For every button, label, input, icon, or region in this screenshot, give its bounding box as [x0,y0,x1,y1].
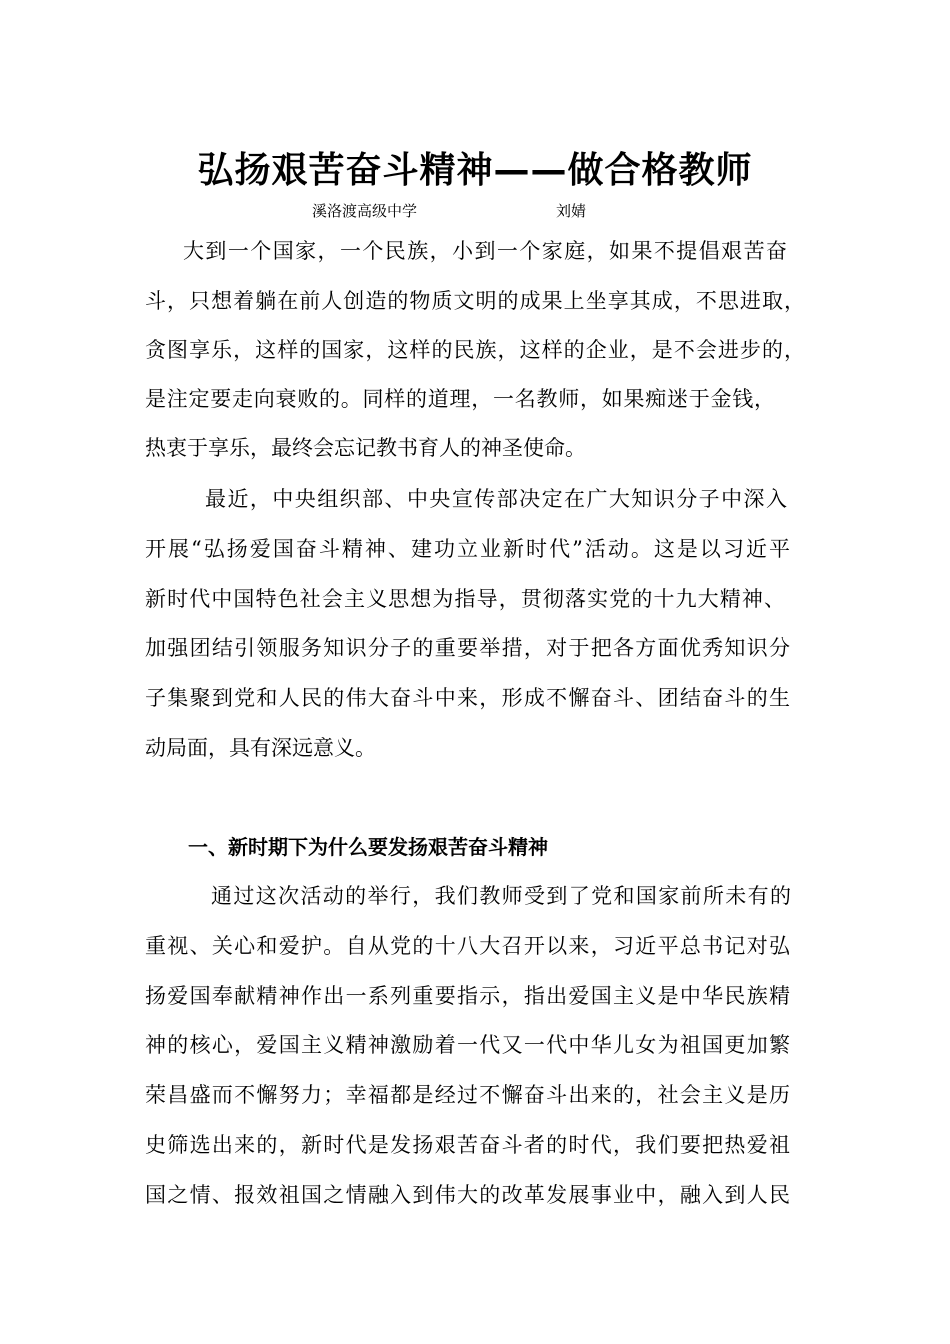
section-heading: 一、新时期下为什么要发扬艰苦奋斗精神 [188,835,548,859]
paragraph-line: 扬爱国奉献精神作出一系列重要指示，指出爱国主义是中华民族精 [145,984,790,1008]
paragraph-line: 开展“弘扬爱国奋斗精神、建功立业新时代”活动。这是以习近平 [145,537,790,561]
paragraph-line: 大到一个国家，一个民族，小到一个家庭，如果不提倡艰苦奋 [183,239,787,263]
paragraph-line: 热衷于享乐，最终会忘记教书育人的神圣使命。 [145,436,586,460]
school-name: 溪洛渡高级中学 [312,202,418,220]
paragraph-line: 子集聚到党和人民的伟大奋斗中来，形成不懈奋斗、团结奋斗的生 [145,686,790,710]
paragraph-line: 新时代中国特色社会主义思想为指导，贯彻落实党的十九大精神、 [145,587,785,611]
paragraph-line: 重视、关心和爱护。自从党的十八大召开以来，习近平总书记对弘 [145,934,790,958]
paragraph-line: 最近，中央组织部、中央宣传部决定在广大知识分子中深入 [205,487,787,511]
paragraph-line: 贪图享乐，这样的国家，这样的民族，这样的企业，是不会进步的， [145,338,805,362]
paragraph-line: 荣昌盛而不懈努力；幸福都是经过不懈奋斗出来的，社会主义是历 [145,1083,790,1107]
paragraph-line: 加强团结引领服务知识分子的重要举措，对于把各方面优秀知识分 [145,636,790,660]
paragraph-line: 史筛选出来的，新时代是发扬艰苦奋斗者的时代，我们要把热爱祖 [145,1133,790,1157]
author-name: 刘婧 [556,202,587,220]
paragraph-line: 通过这次活动的举行，我们教师受到了党和国家前所未有的 [211,884,791,908]
paragraph-line: 神的核心，爱国主义精神激励着一代又一代中华儿女为祖国更加繁 [145,1033,790,1057]
paragraph-line: 动局面，具有深远意义。 [145,736,376,760]
document-title: 弘扬艰苦奋斗精神——做合格教师 [197,150,753,191]
paragraph-line: 是注定要走向衰败的。同样的道理，一名教师，如果痴迷于金钱， [145,387,775,411]
paragraph-line: 斗，只想着躺在前人创造的物质文明的成果上坐享其成，不思进取， [145,289,805,313]
paragraph-line: 国之情、报效祖国之情融入到伟大的改革发展事业中，融入到人民 [145,1183,790,1207]
